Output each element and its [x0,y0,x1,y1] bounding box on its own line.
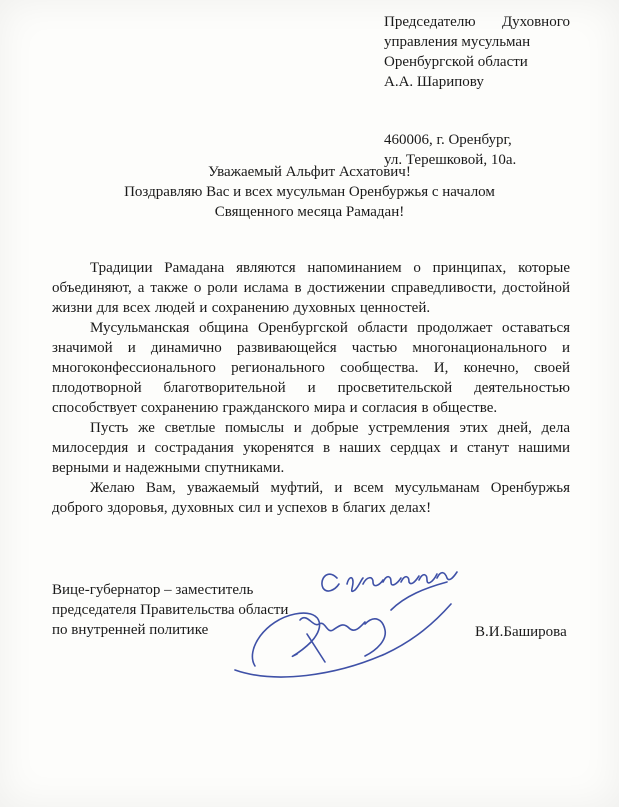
salutation: Уважаемый Альфит Асхатович! [208,164,411,180]
addressee-line-3: Оренбургской области [384,54,528,70]
paragraph-3: Пусть же светлые помыслы и добрые устремления этих дней, дела милосердия и сострадания укоренятся в наших сердцах и станут нашими верными и надежными спутниками. [52,420,570,476]
addressee-title-word: Председателю [384,14,476,30]
signer-title-1: Вице-губернатор – заместитель [52,582,254,598]
addressee-line-1 [384,12,570,32]
handwritten-signature [215,550,475,690]
greeting-line-3: Священного месяца Рамадан! [214,204,405,220]
addressee-title-word-2: Духовного [501,14,570,30]
address-city: 460006, г. Оренбург, [384,132,512,148]
signer-name: В.И.Баширова [475,624,567,640]
address-street: ул. Терешковой, 10а. [384,152,517,168]
addressee-block [384,12,584,170]
letter-body [52,258,570,518]
greeting-line-2: Поздравляю Вас и всех мусульман Оренбуржья с началом [124,184,495,200]
addressee-name: А.А. Шарипову [384,74,484,90]
paragraph-4: Желаю Вам, уважаемый муфтий, и всем мусульманам Оренбуржья доброго здоровья, духовных сил и успехов в благих делах! [52,480,570,516]
signer-title-2: председателя Правительства области [52,602,289,618]
paragraph-2: Мусульманская община Оренбургской области продолжает оставаться значимой и динамично развивающейся частью многонационального и многоконфессионального регионального сообщества. И, конечно, своей плодотворной благотворительной и просветительской деятельностью способствует сохранению гражданского мира и согласия в обществе. [52,320,570,416]
paragraph-1: Традиции Рамадана являются напоминанием о принципах, которые объединяют, а также о роли ислама в достижении справедливости, достойной жизни для всех людей и сохранению духовных ценностей. [52,260,570,316]
greeting-block [0,162,619,222]
signer-title-3: по внутренней политике [52,622,209,638]
signer-title-block [52,580,289,640]
addressee-line-2: управления мусульман [384,34,531,50]
